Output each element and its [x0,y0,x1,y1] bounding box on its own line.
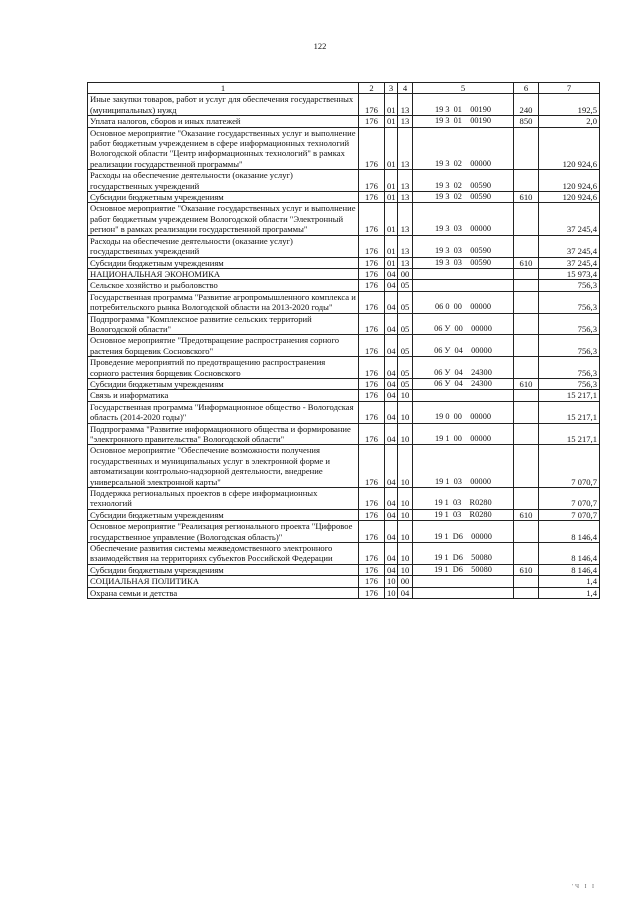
row-target-code: 19 3 01 00190 [413,94,514,116]
row-amount: 8 146,4 [539,564,600,575]
table-row [88,280,600,291]
row-section-code: 04 [385,521,398,543]
header-col-4: 4 [398,83,413,94]
table-row [88,445,600,488]
row-amount: 15 217,1 [539,390,600,401]
row-expense-type [514,127,539,170]
table-row [88,235,600,257]
row-expense-type: 610 [514,257,539,268]
row-amount: 37 245,4 [539,257,600,268]
table-row [88,192,600,203]
row-section-code: 04 [385,445,398,488]
table-row [88,116,600,127]
row-subsection-code: 13 [398,170,413,192]
row-section-code: 10 [385,587,398,598]
header-col-2: 2 [359,83,385,94]
row-name: Подпрограмма "Развитие информационного общества и формирование "электронного правительства" Вологодской области" [88,423,359,445]
row-section-code: 04 [385,357,398,379]
row-subsection-code: 00 [398,576,413,587]
row-name: Расходы на обеспечение деятельности (оказание услуг) государственных учреждений [88,235,359,257]
row-target-code: 19 1 D6 50080 [413,564,514,575]
row-amount: 15 973,4 [539,268,600,279]
table-row [88,488,600,510]
row-subsection-code: 13 [398,235,413,257]
row-subsection-code: 05 [398,291,413,313]
row-amount: 7 070,7 [539,488,600,510]
row-amount: 120 924,6 [539,127,600,170]
row-subsection-code: 10 [398,423,413,445]
row-admin-code: 176 [359,488,385,510]
row-section-code: 04 [385,423,398,445]
row-name: Уплата налогов, сборов и иных платежей [88,116,359,127]
row-section-code: 01 [385,192,398,203]
row-name: СОЦИАЛЬНАЯ ПОЛИТИКА [88,576,359,587]
table-row [88,94,600,116]
row-section-code: 04 [385,335,398,357]
row-target-code: 19 1 D6 00000 [413,521,514,543]
table-row [88,335,600,357]
row-subsection-code: 13 [398,203,413,235]
row-subsection-code: 10 [398,445,413,488]
row-expense-type [514,390,539,401]
row-expense-type: 610 [514,564,539,575]
row-admin-code: 176 [359,94,385,116]
row-subsection-code: 13 [398,192,413,203]
table-row [88,203,600,235]
row-target-code: 19 1 00 00000 [413,423,514,445]
row-expense-type: 610 [514,378,539,389]
row-subsection-code: 04 [398,587,413,598]
row-subsection-code: 10 [398,401,413,423]
row-admin-code: 176 [359,116,385,127]
table-row [88,543,600,565]
row-subsection-code: 13 [398,127,413,170]
row-name: НАЦИОНАЛЬНАЯ ЭКОНОМИКА [88,268,359,279]
table-row [88,127,600,170]
header-col-3: 3 [385,83,398,94]
row-admin-code: 176 [359,235,385,257]
row-expense-type: 610 [514,192,539,203]
row-name: Основное мероприятие "Реализация регионального проекта "Цифровое государственное управление (Вологодская область)" [88,521,359,543]
row-admin-code: 176 [359,423,385,445]
row-target-code: 19 3 02 00590 [413,192,514,203]
row-admin-code: 176 [359,257,385,268]
row-admin-code: 176 [359,587,385,598]
row-admin-code: 176 [359,543,385,565]
row-name: Основное мероприятие "Предотвращение распространения сорного растения борщевик Сосновского" [88,335,359,357]
row-admin-code: 176 [359,390,385,401]
row-admin-code: 176 [359,170,385,192]
row-subsection-code: 05 [398,313,413,335]
row-name: Основное мероприятие "Обеспечение возможности получения государственных и муниципальных услуг в электронной форме и автоматизации контрольно-надзорной деятельности, внедрение универсальной электронной карты" [88,445,359,488]
row-section-code: 01 [385,235,398,257]
row-amount: 120 924,6 [539,170,600,192]
row-section-code: 04 [385,401,398,423]
table-row [88,521,600,543]
row-target-code [413,268,514,279]
row-section-code: 04 [385,280,398,291]
row-section-code: 04 [385,313,398,335]
row-target-code: 06 У 04 24300 [413,357,514,379]
row-expense-type [514,235,539,257]
row-expense-type [514,291,539,313]
row-target-code: 06 У 04 24300 [413,378,514,389]
row-admin-code: 176 [359,127,385,170]
row-admin-code: 176 [359,203,385,235]
row-name: Субсидии бюджетным учреждениям [88,257,359,268]
row-name: Субсидии бюджетным учреждениям [88,192,359,203]
row-name: Охрана семьи и детства [88,587,359,598]
table-row [88,313,600,335]
table-row [88,257,600,268]
row-admin-code: 176 [359,564,385,575]
row-admin-code: 176 [359,576,385,587]
row-name: Основное мероприятие "Оказание государственных услуг и выполнение работ бюджетным учреждением Вологодской области "Электронный регион" в рамках реализации государственной программы" [88,203,359,235]
row-subsection-code: 05 [398,357,413,379]
row-section-code: 04 [385,378,398,389]
row-expense-type [514,445,539,488]
row-name: Государственная программа "Развитие агропромышленного комплекса и потребительского рынка Вологодской области на 2013-2020 годы" [88,291,359,313]
row-amount: 756,3 [539,357,600,379]
row-target-code: 06 0 00 00000 [413,291,514,313]
row-admin-code: 176 [359,401,385,423]
table-row [88,390,600,401]
table-row [88,291,600,313]
row-amount: 15 217,1 [539,423,600,445]
row-amount: 756,3 [539,280,600,291]
row-expense-type: 610 [514,509,539,520]
row-name: Сельское хозяйство и рыболовство [88,280,359,291]
row-name: Государственная программа "Информационное общество - Вологодская область (2014-2020 годы)" [88,401,359,423]
row-subsection-code: 10 [398,390,413,401]
row-expense-type [514,521,539,543]
table-row [88,401,600,423]
row-amount: 15 217,1 [539,401,600,423]
row-target-code [413,576,514,587]
row-target-code: 19 1 03 00000 [413,445,514,488]
table-row [88,587,600,598]
row-section-code: 04 [385,543,398,565]
header-col-6: 6 [514,83,539,94]
row-target-code: 06 У 04 00000 [413,335,514,357]
row-target-code: 19 3 01 00190 [413,116,514,127]
row-amount: 1,4 [539,587,600,598]
row-section-code: 04 [385,564,398,575]
row-admin-code: 176 [359,291,385,313]
row-expense-type [514,488,539,510]
row-target-code [413,587,514,598]
row-section-code: 01 [385,127,398,170]
table-header-row [88,83,600,94]
row-expense-type: 850 [514,116,539,127]
row-amount: 7 070,7 [539,445,600,488]
row-admin-code: 176 [359,357,385,379]
row-amount: 1,4 [539,576,600,587]
footer-mark: 'Ч I I [572,884,596,890]
row-section-code: 01 [385,116,398,127]
row-target-code [413,390,514,401]
row-target-code: 19 3 02 00000 [413,127,514,170]
row-name: Основное мероприятие "Оказание государственных услуг и выполнение работ бюджетным учреждением в сфере информационных технологий Вологодской области "Центр информационных технологий" в рамках реализации государственной программы" [88,127,359,170]
row-subsection-code: 10 [398,521,413,543]
row-target-code: 19 3 03 00590 [413,235,514,257]
row-name: Проведение мероприятий по предотвращению распространения сорного растения борщевик Сосновского [88,357,359,379]
row-admin-code: 176 [359,313,385,335]
page-number: 122 [313,41,327,51]
row-amount: 7 070,7 [539,509,600,520]
table-row [88,268,600,279]
row-admin-code: 176 [359,509,385,520]
row-target-code: 19 1 03 R0280 [413,488,514,510]
row-target-code: 06 У 00 00000 [413,313,514,335]
row-subsection-code: 13 [398,94,413,116]
row-expense-type [514,203,539,235]
row-amount: 8 146,4 [539,521,600,543]
row-expense-type [514,280,539,291]
table-row [88,576,600,587]
table-row [88,564,600,575]
row-target-code: 19 0 00 00000 [413,401,514,423]
row-section-code: 01 [385,170,398,192]
row-subsection-code: 05 [398,335,413,357]
row-amount: 8 146,4 [539,543,600,565]
header-col-1: 1 [88,83,359,94]
row-admin-code: 176 [359,268,385,279]
table-body [88,94,600,599]
row-expense-type: 240 [514,94,539,116]
row-expense-type [514,587,539,598]
row-section-code: 10 [385,576,398,587]
row-amount: 120 924,6 [539,192,600,203]
row-target-code: 19 3 03 00590 [413,257,514,268]
row-name: Субсидии бюджетным учреждениям [88,509,359,520]
row-amount: 756,3 [539,291,600,313]
row-section-code: 04 [385,291,398,313]
row-section-code: 01 [385,203,398,235]
row-expense-type [514,543,539,565]
row-section-code: 04 [385,509,398,520]
table-row [88,357,600,379]
row-section-code: 01 [385,94,398,116]
row-target-code [413,280,514,291]
row-amount: 37 245,4 [539,235,600,257]
row-admin-code: 176 [359,445,385,488]
row-subsection-code: 00 [398,268,413,279]
row-admin-code: 176 [359,335,385,357]
row-section-code: 04 [385,268,398,279]
table-row [88,170,600,192]
row-amount: 756,3 [539,378,600,389]
row-name: Обеспечение развития системы межведомственного электронного взаимодействия на территориях субъектов Российской Федерации [88,543,359,565]
row-section-code: 01 [385,257,398,268]
row-admin-code: 176 [359,521,385,543]
row-target-code: 19 1 D6 50080 [413,543,514,565]
row-section-code: 04 [385,390,398,401]
row-name: Связь и информатика [88,390,359,401]
row-subsection-code: 10 [398,488,413,510]
row-subsection-code: 05 [398,280,413,291]
header-col-7: 7 [539,83,600,94]
row-target-code: 19 3 03 00000 [413,203,514,235]
row-name: Подпрограмма "Комплексное развитие сельских территорий Вологодской области" [88,313,359,335]
row-expense-type [514,268,539,279]
row-expense-type [514,401,539,423]
table-row [88,423,600,445]
row-subsection-code: 10 [398,543,413,565]
row-amount: 37 245,4 [539,203,600,235]
row-subsection-code: 13 [398,257,413,268]
row-section-code: 04 [385,488,398,510]
row-amount: 756,3 [539,313,600,335]
row-name: Иные закупки товаров, работ и услуг для обеспечения государственных (муниципальных) нужд [88,94,359,116]
row-admin-code: 176 [359,280,385,291]
row-expense-type [514,357,539,379]
row-subsection-code: 10 [398,564,413,575]
row-name: Субсидии бюджетным учреждениям [88,378,359,389]
row-expense-type [514,335,539,357]
row-subsection-code: 05 [398,378,413,389]
row-admin-code: 176 [359,192,385,203]
row-target-code: 19 1 03 R0280 [413,509,514,520]
row-amount: 756,3 [539,335,600,357]
table-row [88,378,600,389]
row-amount: 2,0 [539,116,600,127]
row-expense-type [514,576,539,587]
budget-table [87,82,600,599]
row-target-code: 19 3 02 00590 [413,170,514,192]
row-expense-type [514,170,539,192]
row-expense-type [514,313,539,335]
table-row [88,509,600,520]
row-expense-type [514,423,539,445]
row-name: Поддержка региональных проектов в сфере информационных технологий [88,488,359,510]
row-subsection-code: 13 [398,116,413,127]
row-name: Расходы на обеспечение деятельности (оказание услуг) государственных учреждений [88,170,359,192]
row-subsection-code: 10 [398,509,413,520]
row-amount: 192,5 [539,94,600,116]
header-col-5: 5 [413,83,514,94]
row-name: Субсидии бюджетным учреждениям [88,564,359,575]
row-admin-code: 176 [359,378,385,389]
